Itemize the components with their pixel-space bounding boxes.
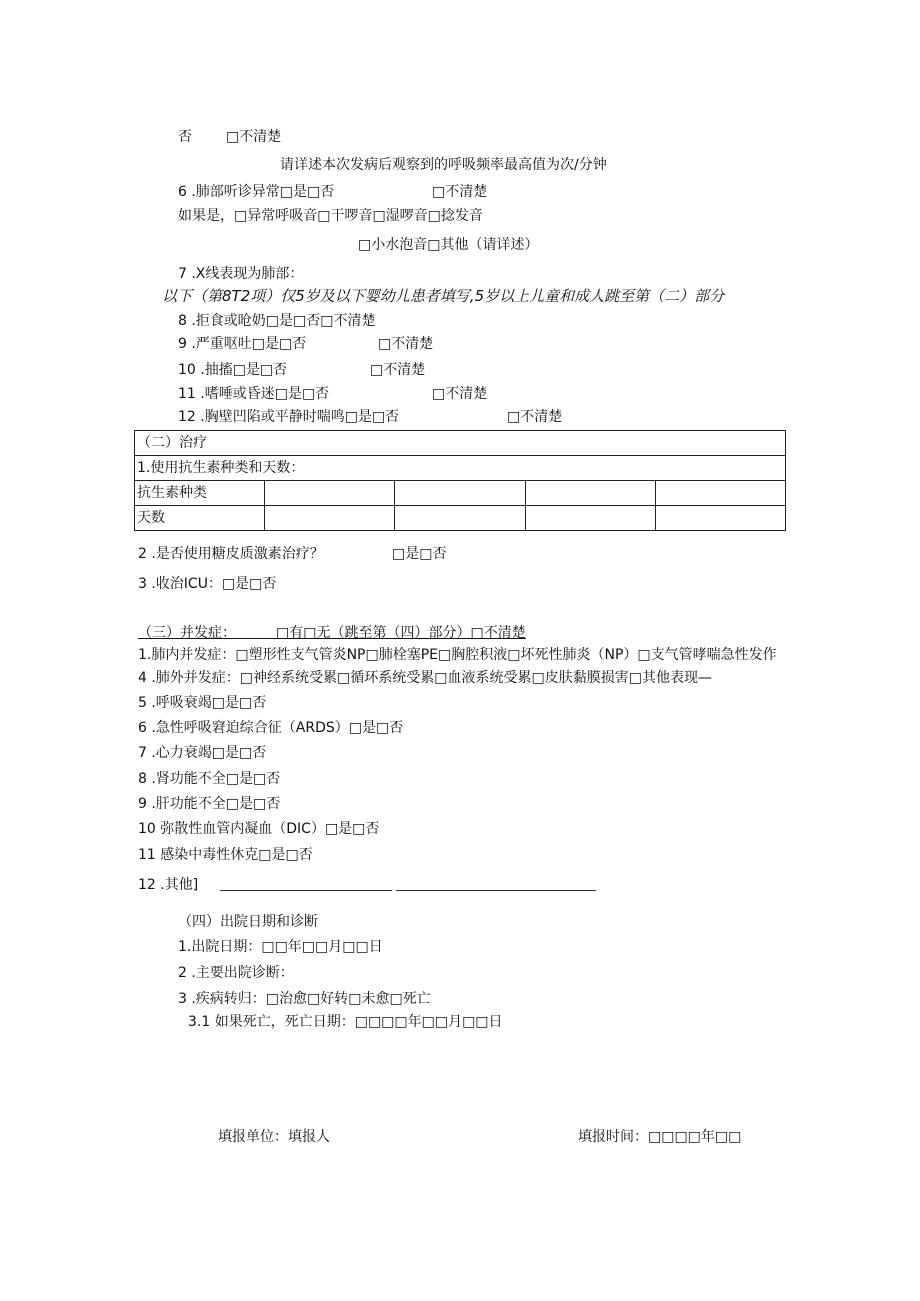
antibiotic-days-cell[interactable] — [525, 506, 655, 531]
heart-failure-question[interactable]: 7 .心力衰竭□是□否 — [138, 745, 267, 761]
antibiotic-days-label: 天数 — [135, 506, 265, 531]
other-complication-field[interactable] — [396, 890, 596, 891]
lung-auscultation-unclear[interactable]: □不清楚 — [432, 184, 488, 200]
lung-auscultation-question: 6 .肺部听诊异常□是□否 — [178, 184, 335, 200]
convulsion-question[interactable]: 10 .抽搐□是□否 — [178, 362, 288, 378]
complications-header[interactable]: （三）并发症： □有□无（跳至第（四）部分）□不清楚 — [138, 625, 526, 641]
disease-outcome[interactable]: 3 .疾病转归：□治愈□好转□未愈□死亡 — [178, 991, 431, 1007]
chest-indrawing-question[interactable]: 12 .胸壁凹陷或平静时喘鸣□是□否 — [178, 409, 400, 425]
other-complication-label: 12 .其他] — [138, 877, 199, 893]
antibiotic-days-cell[interactable] — [265, 506, 395, 531]
respiratory-failure-question[interactable]: 5 .呼吸衰竭□是□否 — [138, 695, 267, 711]
death-date[interactable]: 3.1 如果死亡，死亡日期：□□□□年□□月□□日 — [188, 1014, 503, 1030]
convulsion-unclear[interactable]: □不清楚 — [370, 362, 426, 378]
antibiotic-question: 1.使用抗生素种类和天数： — [135, 456, 786, 481]
treatment-table — [134, 430, 786, 531]
answer-no: 否 — [178, 129, 192, 145]
respiratory-rate-question: 请详述本次发病后观察到的呼吸频率最高值为次/分钟 — [280, 157, 607, 173]
antibiotic-days-cell[interactable] — [395, 506, 525, 531]
reporting-time: 填报时间：□□□□年□□ — [578, 1129, 742, 1145]
severe-vomiting-question[interactable]: 9 .严重呕吐□是□否 — [178, 336, 307, 352]
antibiotic-type-cell[interactable] — [395, 481, 525, 506]
renal-insufficiency-question[interactable]: 8 .肾功能不全□是□否 — [138, 771, 281, 787]
corticosteroid-options[interactable]: □是□否 — [392, 546, 447, 562]
antibiotic-type-cell[interactable] — [265, 481, 395, 506]
antibiotic-type-cell[interactable] — [525, 481, 655, 506]
reporting-unit: 填报单位：填报人 — [218, 1129, 330, 1145]
liver-insufficiency-question[interactable]: 9 .肝功能不全□是□否 — [138, 796, 281, 812]
chest-indrawing-unclear[interactable]: □不清楚 — [507, 409, 563, 425]
discharge-diagnosis: 2 .主要出院诊断： — [178, 965, 294, 981]
drowsiness-question[interactable]: 11 .嗜唾或昏迷□是□否 — [178, 386, 330, 402]
extrapulmonary-complications[interactable]: 4 .肺外并发症：□神经系统受累□循环系统受累□血液系统受累□皮肤黏膜损害□其他表现— — [138, 670, 712, 686]
septic-shock-question[interactable]: 11 感染中毒性休克□是□否 — [138, 847, 313, 863]
antibiotic-type-cell[interactable] — [655, 481, 785, 506]
severe-vomiting-unclear[interactable]: □不清楚 — [378, 336, 434, 352]
drowsiness-unclear[interactable]: □不清楚 — [432, 386, 488, 402]
corticosteroid-question: 2 .是否使用糖皮质激素治疗？ — [138, 546, 324, 562]
abnormal-sounds-more-options[interactable]: □小水泡音□其他（请详述） — [358, 237, 539, 253]
icu-question[interactable]: 3 .收治ICU：□是□否 — [138, 576, 277, 592]
discharge-date[interactable]: 1.出院日期：□□年□□月□□日 — [178, 939, 383, 955]
abnormal-sounds-options[interactable]: 如果是，□异常呼吸音□干啰音□湿啰音□捻发音 — [178, 208, 483, 224]
refuse-feeding-question[interactable]: 8 .拒食或呛奶□是□否□不清楚 — [178, 313, 376, 329]
treatment-header: （二）治疗 — [135, 431, 786, 456]
ards-question[interactable]: 6 .急性呼吸窘迫综合征（ARDS）□是□否 — [138, 720, 404, 736]
dic-question[interactable]: 10 弥散性血管内凝血（DIC）□是□否 — [138, 821, 380, 837]
xray-question: 7 .X线表现为肺部： — [178, 266, 304, 282]
other-complication-field[interactable] — [220, 890, 392, 891]
antibiotic-type-label: 抗生素种类 — [135, 481, 265, 506]
infant-only-note: 以下（第8T2项）仅5岁及以下婴幼儿患者填写,5岁以上儿童和成人跳至第（二）部分 — [162, 287, 725, 305]
pulmonary-complications[interactable]: 1.肺内并发症：□塑形性支气管炎NP□肺栓塞PE□胸腔积液□坏死性肺炎（NP）□支气管哮喘急性发作 — [138, 647, 777, 663]
discharge-header: （四）出院日期和诊断 — [178, 914, 318, 930]
answer-unclear[interactable]: □不清楚 — [226, 129, 282, 145]
antibiotic-days-cell[interactable] — [655, 506, 785, 531]
